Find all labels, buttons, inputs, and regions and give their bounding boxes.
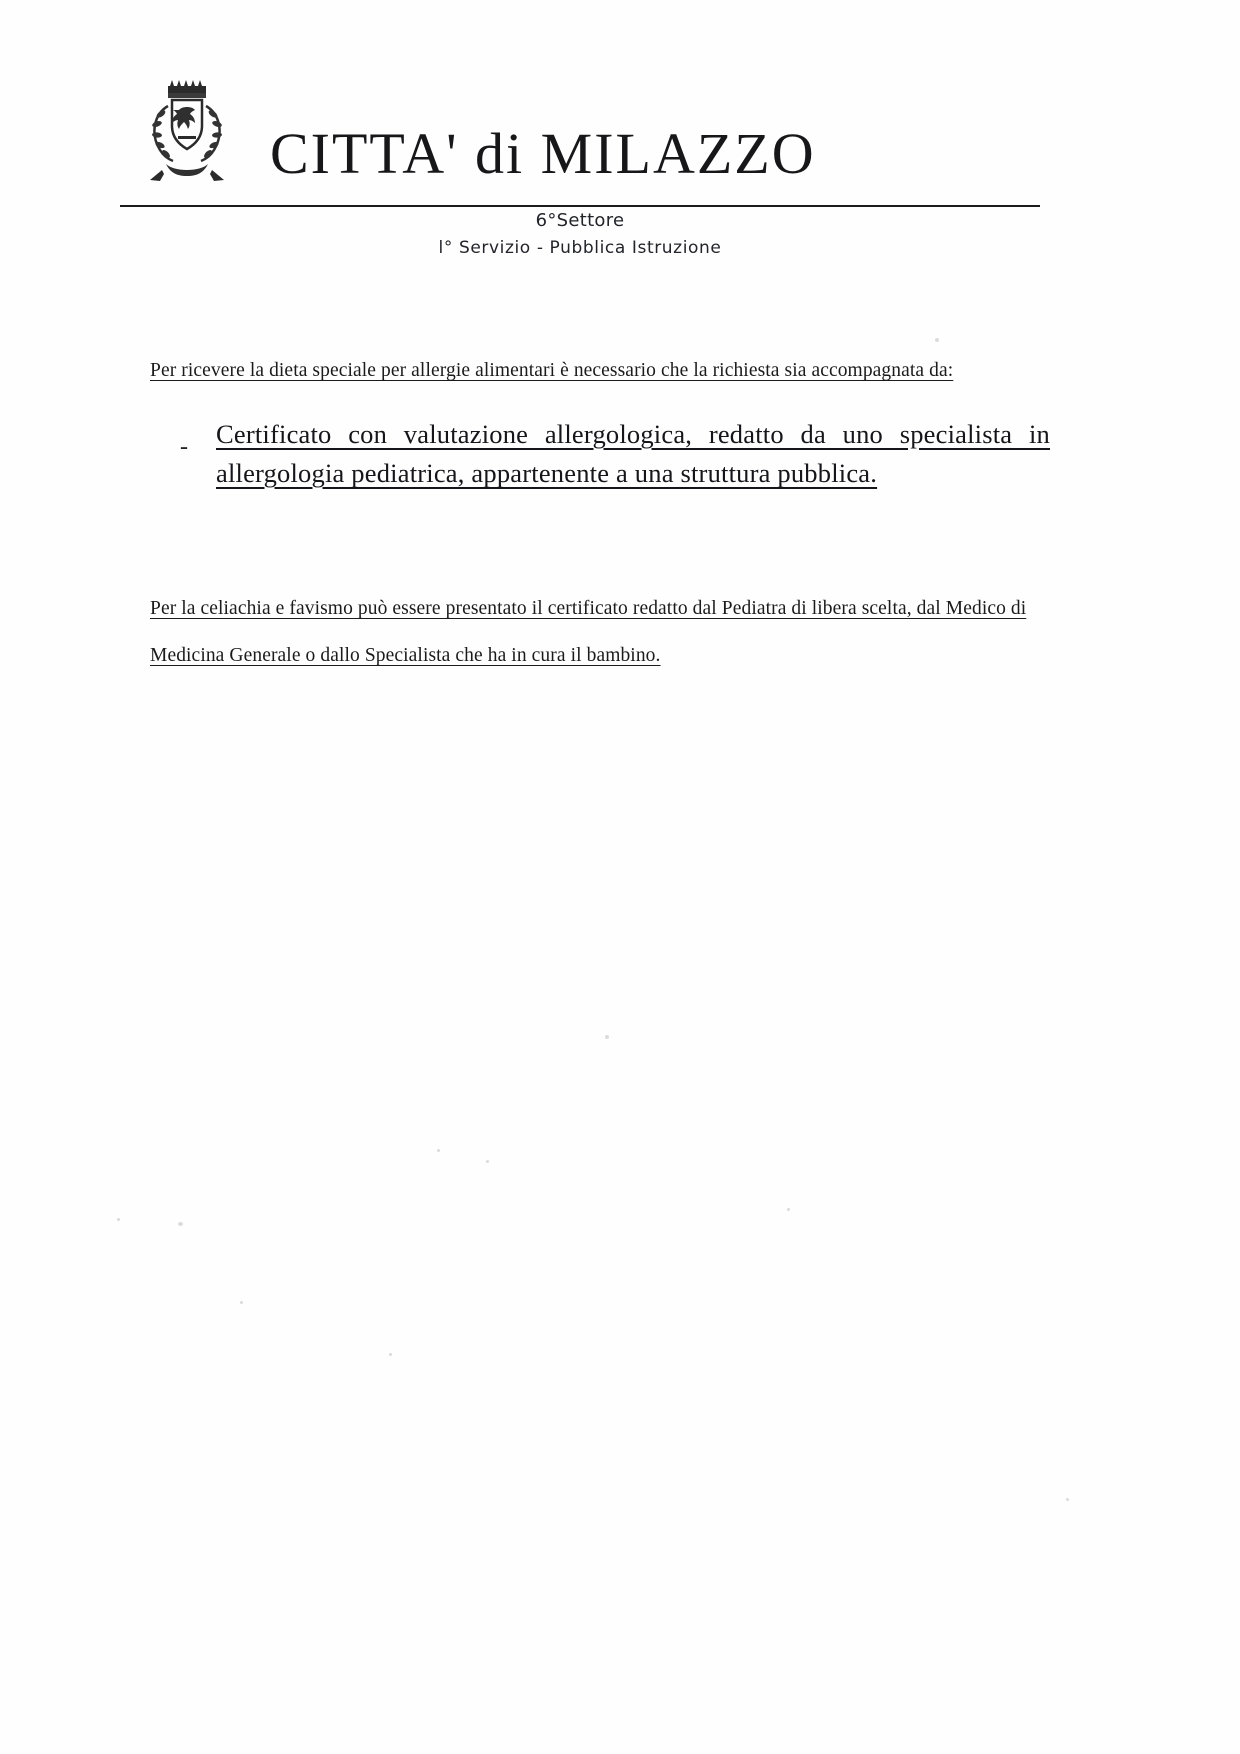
scan-speck: [240, 1301, 243, 1304]
document-header: [120, 70, 1120, 260]
bullet-marker: -: [180, 434, 188, 460]
page-title: [270, 121, 1040, 186]
scan-speck: [437, 1149, 440, 1152]
celiachia-paragraph-line-2: Medicina Generale o dallo Specialista che ha in cura il bambino.: [150, 645, 661, 666]
scan-speck: [1066, 1498, 1069, 1501]
scan-speck: [787, 1208, 790, 1211]
celiachia-paragraph-line-1: Per la celiachia e favismo può essere presentato il certificato redatto dal Pediatra di libera scelta, dal Medico di: [150, 598, 1027, 619]
header-sector: 6°Settore: [535, 210, 625, 231]
page-title-text: CITTA' di MILAZZO: [270, 121, 816, 186]
scan-speck: [935, 338, 939, 342]
bullet-item: [180, 415, 1050, 493]
header-divider: [120, 205, 1040, 207]
scan-speck: [605, 1035, 609, 1039]
header-service: l° Servizio - Pubblica Istruzione: [438, 238, 722, 258]
scan-speck: [178, 1222, 183, 1226]
scan-speck: [389, 1353, 392, 1356]
scan-speck: [486, 1160, 489, 1163]
bullet-paragraph: Certificato con valutazione allergologica, redatto da uno specialista in allergologia pediatrica, appartenente a una struttura pubblica.: [216, 419, 1050, 489]
milazzo-coat-of-arms-icon: [132, 78, 242, 198]
scan-speck: [117, 1218, 120, 1221]
intro-paragraph: Per ricevere la dieta speciale per allergie alimentari è necessario che la richiesta sia accompagnata da:: [150, 360, 954, 381]
